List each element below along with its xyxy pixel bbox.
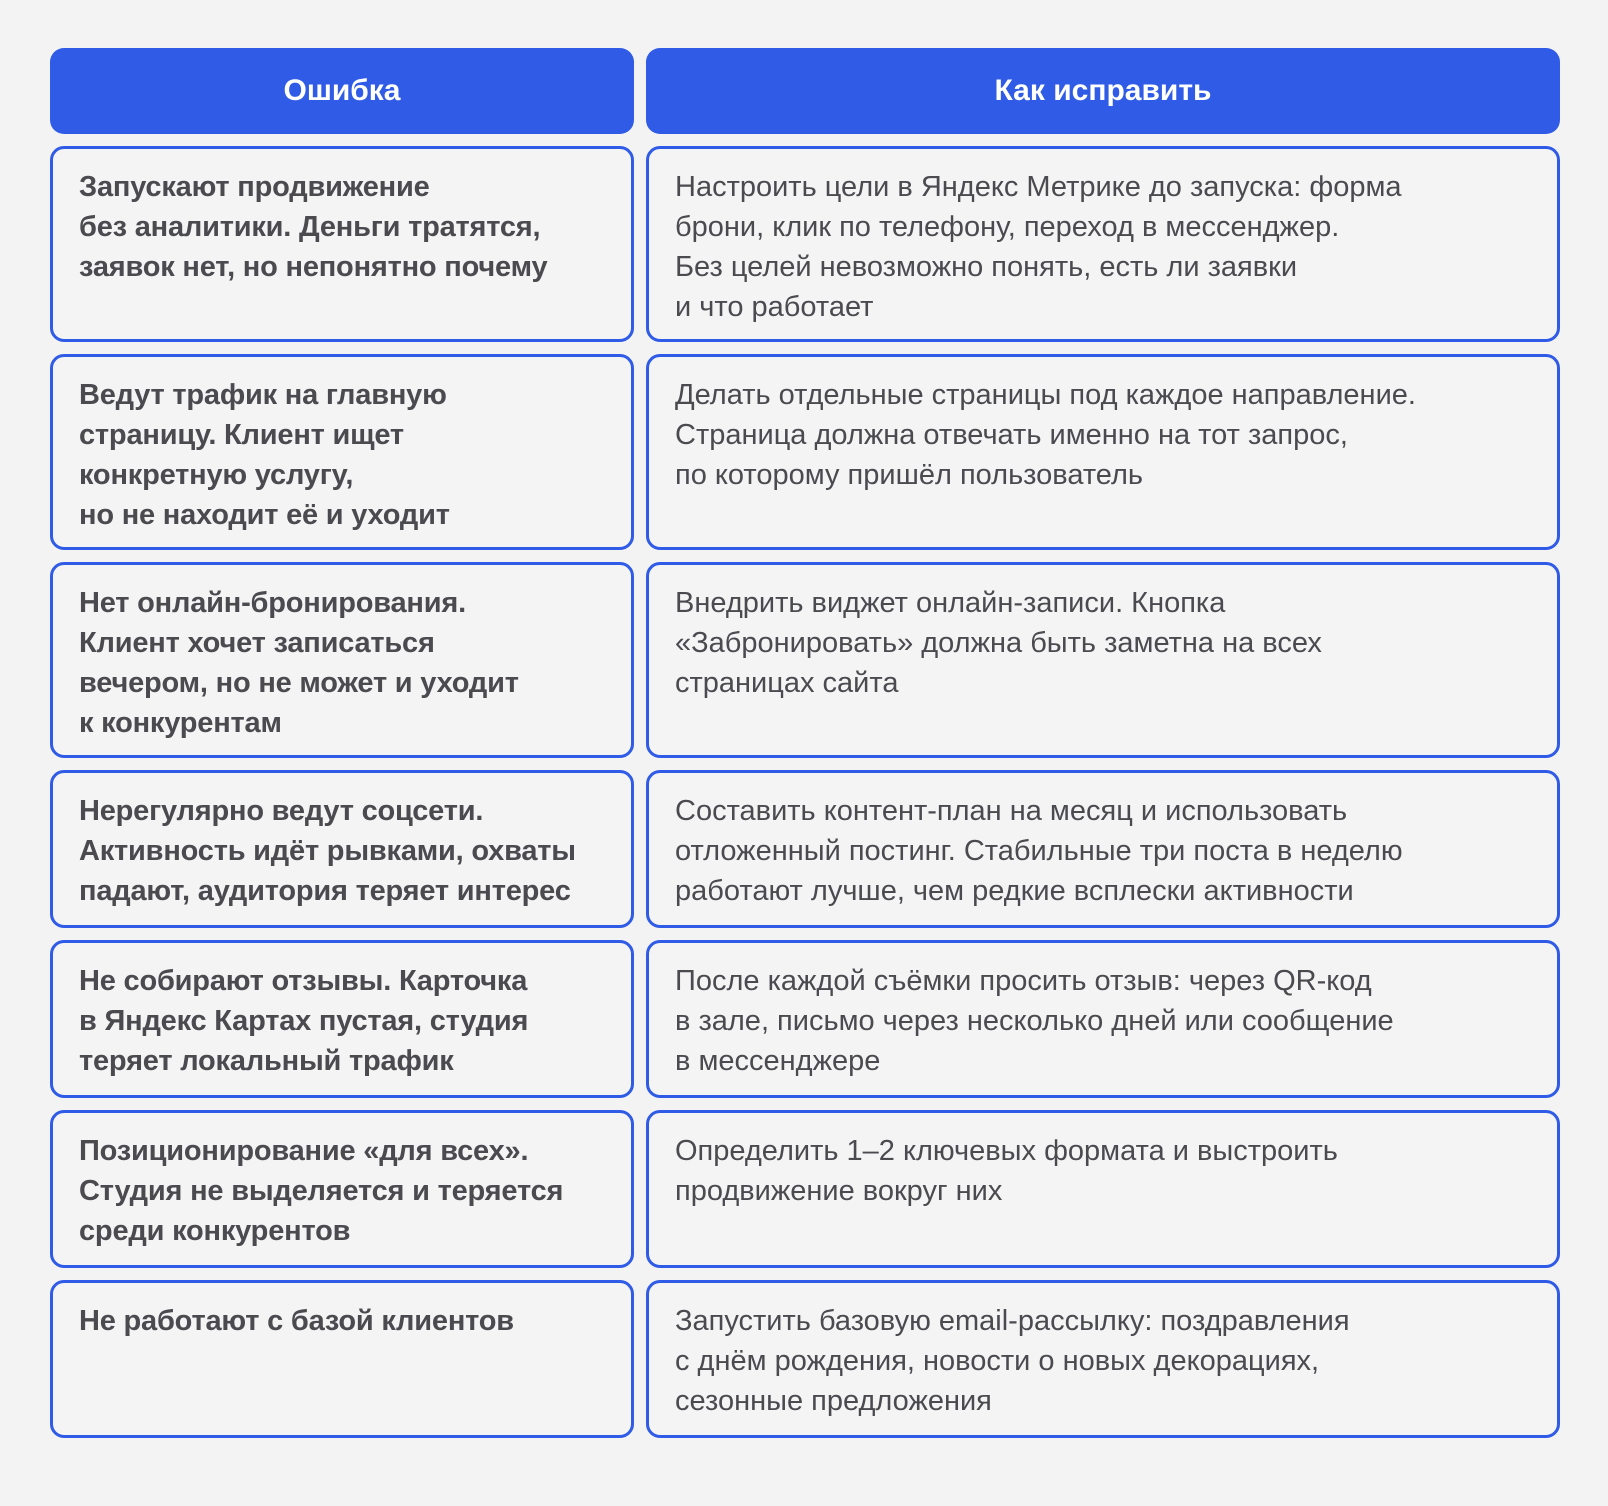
fix-text-line: страницах сайта xyxy=(675,667,899,699)
error-text-line: заявок нет, но непонятно почему xyxy=(79,251,548,283)
fix-text-line: Внедрить виджет онлайн-записи. Кнопка xyxy=(675,587,1226,619)
error-text-line: конкретную услугу, xyxy=(79,459,354,491)
error-text-line: вечером, но не может и уходит xyxy=(79,667,519,699)
fix-cell xyxy=(646,940,1560,1098)
table-row xyxy=(50,146,1560,342)
fix-text-line: в мессенджере xyxy=(675,1045,881,1077)
fix-text-line: по которому пришёл пользователь xyxy=(675,459,1144,491)
error-text-line: Нерегулярно ведут соцсети. xyxy=(79,795,484,827)
error-text-line: Не собирают отзывы. Карточка xyxy=(79,965,528,997)
fix-text-line: Составить контент-план на месяц и использовать xyxy=(675,795,1348,827)
fix-text-line: с днём рождения, новости о новых декорациях, xyxy=(675,1345,1320,1377)
error-cell xyxy=(50,1280,634,1438)
fix-text-line: Делать отдельные страницы под каждое направление. xyxy=(675,379,1416,411)
error-text-line: без аналитики. Деньги тратятся, xyxy=(79,211,541,243)
error-text-line: Запускают продвижение xyxy=(79,171,430,203)
fix-text-line: Настроить цели в Яндекс Метрике до запуска: форма xyxy=(675,171,1402,203)
table-row xyxy=(50,1110,1560,1268)
fix-text-line: отложенный постинг. Стабильные три поста в неделю xyxy=(675,835,1403,867)
fix-text-line: сезонные предложения xyxy=(675,1385,992,1417)
fix-text-line: Определить 1–2 ключевых формата и выстроить xyxy=(675,1135,1338,1167)
fix-text-line: продвижение вокруг них xyxy=(675,1175,1003,1207)
error-text-line: Студия не выделяется и теряется xyxy=(79,1175,564,1207)
error-text-line: к конкурентам xyxy=(79,707,282,739)
header-fix: Как исправить xyxy=(646,48,1560,134)
fix-cell xyxy=(646,1280,1560,1438)
fix-text-line: в зале, письмо через несколько дней или сообщение xyxy=(675,1005,1394,1037)
mistakes-table xyxy=(50,48,1560,1450)
fix-text-line: Без целей невозможно понять, есть ли заявки xyxy=(675,251,1298,283)
error-text-line: среди конкурентов xyxy=(79,1215,351,1247)
header-error: Ошибка xyxy=(50,48,634,134)
error-cell xyxy=(50,354,634,550)
error-cell xyxy=(50,940,634,1098)
error-text-line: теряет локальный трафик xyxy=(79,1045,454,1077)
table-row xyxy=(50,770,1560,928)
fix-text-line: «Забронировать» должна быть заметна на всех xyxy=(675,627,1322,659)
fix-text-line: После каждой съёмки просить отзыв: через QR-код xyxy=(675,965,1372,997)
error-text-line: Нет онлайн-бронирования. xyxy=(79,587,466,619)
fix-text-line: работают лучше, чем редкие всплески активности xyxy=(675,875,1354,907)
fix-cell xyxy=(646,146,1560,342)
table-row xyxy=(50,1280,1560,1438)
error-cell xyxy=(50,1110,634,1268)
error-text-line: Ведут трафик на главную xyxy=(79,379,447,411)
table-row xyxy=(50,940,1560,1098)
error-cell xyxy=(50,770,634,928)
fix-text-line: и что работает xyxy=(675,291,874,323)
fix-cell xyxy=(646,1110,1560,1268)
error-text-line: страницу. Клиент ищет xyxy=(79,419,404,451)
fix-cell xyxy=(646,770,1560,928)
fix-cell xyxy=(646,562,1560,758)
error-text-line: Позиционирование «для всех». xyxy=(79,1135,529,1167)
fix-text-line: Запустить базовую email-рассылку: поздравления xyxy=(675,1305,1350,1337)
header-row xyxy=(50,48,1560,134)
error-text-line: падают, аудитория теряет интерес xyxy=(79,875,571,907)
error-text-line: в Яндекс Картах пустая, студия xyxy=(79,1005,529,1037)
table-body xyxy=(50,146,1560,1438)
table-row xyxy=(50,562,1560,758)
error-cell xyxy=(50,562,634,758)
fix-text-line: брони, клик по телефону, переход в мессенджер. xyxy=(675,211,1340,243)
fix-cell xyxy=(646,354,1560,550)
error-text-line: Клиент хочет записаться xyxy=(79,627,435,659)
error-text-line: Активность идёт рывками, охваты xyxy=(79,835,576,867)
error-text-line: Не работают с базой клиентов xyxy=(79,1305,514,1337)
table-row xyxy=(50,354,1560,550)
error-cell xyxy=(50,146,634,342)
fix-text-line: Страница должна отвечать именно на тот запрос, xyxy=(675,419,1348,451)
error-text-line: но не находит её и уходит xyxy=(79,499,450,531)
